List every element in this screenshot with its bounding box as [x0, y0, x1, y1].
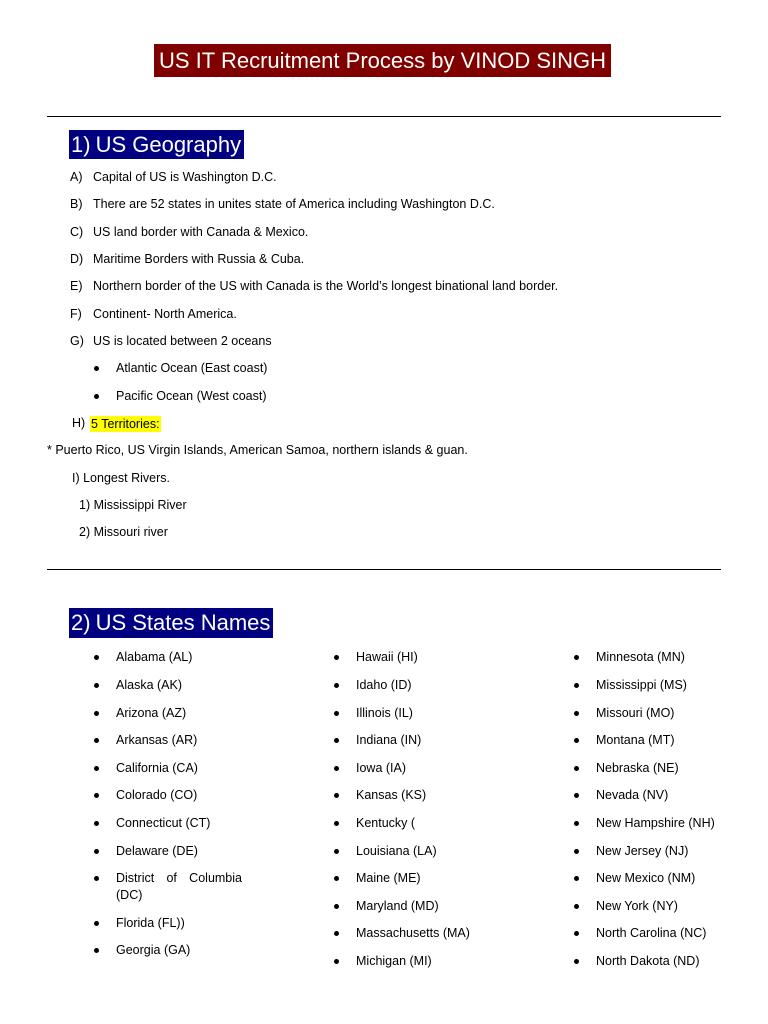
geography-item — [0, 164, 768, 191]
state-name: Montana (MT) — [596, 733, 675, 748]
bullet-icon — [574, 876, 579, 881]
state-name: Arizona (AZ) — [116, 705, 187, 720]
bullet-icon — [574, 738, 579, 743]
bullet-icon — [334, 849, 339, 854]
horizontal-divider — [47, 569, 721, 570]
state-name: New York (NY) — [596, 898, 678, 913]
state-item — [93, 937, 242, 965]
bullet-icon — [334, 931, 339, 936]
bullet-icon — [334, 959, 339, 964]
river-name: 1) Mississippi River — [79, 497, 187, 512]
section-number: 2) — [71, 610, 91, 635]
state-name: Alabama (AL) — [116, 650, 193, 665]
state-name: Colorado (CO) — [116, 788, 198, 803]
bullet-icon — [94, 738, 99, 743]
item-text: There are 52 states in unites state of America including Washington D.C. — [93, 197, 495, 212]
state-name: Kansas (KS) — [356, 788, 427, 803]
item-text: Continent- North America. — [93, 306, 237, 321]
bullet-icon — [574, 821, 579, 826]
geography-list — [0, 164, 768, 547]
state-item — [93, 755, 242, 783]
item-text: Maritime Borders with Russia & Cuba. — [93, 251, 305, 266]
state-item — [333, 755, 533, 783]
state-item — [333, 644, 533, 672]
state-item — [93, 865, 242, 910]
bullet-icon — [574, 849, 579, 854]
state-name: Maryland (MD) — [356, 898, 439, 913]
bullet-icon — [334, 766, 339, 771]
section-number: 1) — [71, 132, 91, 157]
state-item — [333, 948, 533, 976]
bullet-icon — [94, 394, 99, 399]
item-text: US is located between 2 oceans — [93, 333, 272, 348]
state-item — [93, 644, 242, 672]
state-name: Arkansas (AR) — [116, 733, 198, 748]
state-item — [93, 810, 242, 838]
state-item — [573, 672, 758, 700]
bullet-icon — [334, 711, 339, 716]
bullet-icon — [334, 655, 339, 660]
state-item — [333, 920, 533, 948]
states-column-2 — [333, 644, 533, 975]
item-marker: H) — [72, 415, 86, 430]
state-name: Florida (FL)) — [116, 915, 185, 930]
river-item — [0, 492, 768, 519]
ocean-name: Pacific Ocean (West coast) — [116, 388, 267, 403]
bullet-icon — [574, 766, 579, 771]
state-name: Nebraska (NE) — [596, 760, 679, 775]
ocean-item — [0, 383, 768, 410]
state-name: Nevada (NV) — [596, 788, 669, 803]
bullet-icon — [574, 683, 579, 688]
bullet-icon — [334, 876, 339, 881]
bullet-icon — [94, 948, 99, 953]
state-name: Illinois (IL) — [356, 705, 413, 720]
territories-highlight-label: 5 Territories: — [91, 416, 160, 431]
item-text: Northern border of the US with Canada is the World’s longest binational land border. — [93, 279, 559, 294]
bullet-icon — [94, 683, 99, 688]
geography-item — [0, 246, 768, 273]
state-name: New Jersey (NJ) — [596, 843, 689, 858]
state-item — [333, 727, 533, 755]
state-item — [333, 672, 533, 700]
state-name: Connecticut (CT) — [116, 816, 211, 831]
state-item — [573, 727, 758, 755]
state-item — [573, 810, 758, 838]
ocean-item — [0, 355, 768, 382]
ocean-name: Atlantic Ocean (East coast) — [116, 361, 268, 376]
bullet-icon — [574, 793, 579, 798]
bullet-icon — [94, 793, 99, 798]
item-marker: C) — [70, 224, 84, 239]
bullet-icon — [94, 876, 99, 881]
state-item — [93, 699, 242, 727]
state-name: Minnesota (MN) — [596, 650, 685, 665]
bullet-icon — [94, 821, 99, 826]
bullet-icon — [334, 793, 339, 798]
state-item — [573, 644, 758, 672]
section-title: US States Names — [95, 610, 271, 635]
state-item — [93, 672, 242, 700]
geography-item — [0, 328, 768, 355]
state-item — [573, 837, 758, 865]
state-name: North Dakota (ND) — [596, 954, 700, 969]
geography-item — [0, 273, 768, 300]
state-name: Massachusetts (MA) — [356, 926, 470, 941]
bullet-icon — [94, 711, 99, 716]
state-item — [573, 865, 758, 893]
horizontal-divider — [47, 116, 721, 117]
item-text: Capital of US is Washington D.C. — [93, 170, 277, 184]
river-item — [0, 519, 768, 546]
bullet-icon — [334, 738, 339, 743]
item-marker: G) — [70, 333, 84, 348]
state-item — [573, 782, 758, 810]
state-name: Michigan (MI) — [356, 954, 432, 969]
river-name: 2) Missouri river — [79, 525, 168, 540]
item-marker: A) — [70, 170, 83, 184]
state-name: Georgia (GA) — [116, 943, 191, 958]
bullet-icon — [574, 711, 579, 716]
state-item — [333, 865, 533, 893]
state-item — [333, 893, 533, 921]
state-item — [93, 837, 242, 865]
bullet-icon — [574, 904, 579, 909]
bullet-icon — [94, 766, 99, 771]
section-title: US Geography — [95, 132, 242, 157]
bullet-icon — [574, 959, 579, 964]
bullet-icon — [574, 655, 579, 660]
state-name: Louisiana (LA) — [356, 843, 437, 858]
state-name: Indiana (IN) — [356, 733, 422, 748]
state-name: Idaho (ID) — [356, 678, 412, 693]
state-name: Alaska (AK) — [116, 678, 182, 693]
state-item — [573, 948, 758, 976]
states-column-3 — [573, 644, 758, 975]
state-item — [93, 910, 242, 938]
state-name: Hawaii (HI) — [356, 650, 418, 665]
state-name: Maine (ME) — [356, 871, 421, 886]
state-name: Iowa (IA) — [356, 760, 407, 775]
bullet-icon — [334, 683, 339, 688]
geography-item — [0, 301, 768, 328]
geography-item — [0, 219, 768, 246]
territories-note — [0, 437, 768, 464]
state-name: New Mexico (NM) — [596, 871, 696, 886]
state-name: District of Columbia (DC) — [116, 871, 242, 903]
territories-item — [0, 410, 768, 437]
state-item — [573, 893, 758, 921]
state-name: North Carolina (NC) — [596, 926, 707, 941]
bullet-icon — [574, 931, 579, 936]
section-heading-geography — [69, 130, 244, 159]
bullet-icon — [94, 921, 99, 926]
state-name: Missouri (MO) — [596, 705, 675, 720]
item-text: US land border with Canada & Mexico. — [93, 224, 309, 239]
state-item — [333, 810, 533, 838]
state-item — [333, 699, 533, 727]
state-item — [333, 782, 533, 810]
item-marker: B) — [70, 197, 83, 212]
bullet-icon — [334, 821, 339, 826]
document-title: US IT Recruitment Process by VINOD SINGH — [154, 44, 611, 77]
geography-item — [0, 191, 768, 218]
state-item — [93, 727, 242, 755]
state-item — [573, 699, 758, 727]
rivers-heading — [0, 465, 768, 492]
item-marker: D) — [70, 251, 84, 266]
state-name: New Hampshire (NH) — [596, 816, 715, 831]
bullet-icon — [94, 849, 99, 854]
state-name: Kentucky ( — [356, 816, 416, 831]
state-name: Delaware (DE) — [116, 843, 198, 858]
bullet-icon — [94, 655, 99, 660]
section-heading-states — [69, 608, 273, 638]
item-marker: E) — [70, 279, 83, 294]
bullet-icon — [334, 904, 339, 909]
states-column-1 — [93, 644, 242, 965]
bullet-icon — [94, 366, 99, 371]
state-item — [333, 837, 533, 865]
rivers-heading-text: I) Longest Rivers. — [72, 470, 170, 485]
item-marker: F) — [70, 306, 82, 321]
state-item — [93, 782, 242, 810]
territories-note-text: * Puerto Rico, US Virgin Islands, American Samoa, northern islands & guan. — [47, 443, 468, 458]
state-name: California (CA) — [116, 760, 198, 775]
state-name: Mississippi (MS) — [596, 678, 687, 693]
state-item — [573, 920, 758, 948]
state-item — [573, 755, 758, 783]
